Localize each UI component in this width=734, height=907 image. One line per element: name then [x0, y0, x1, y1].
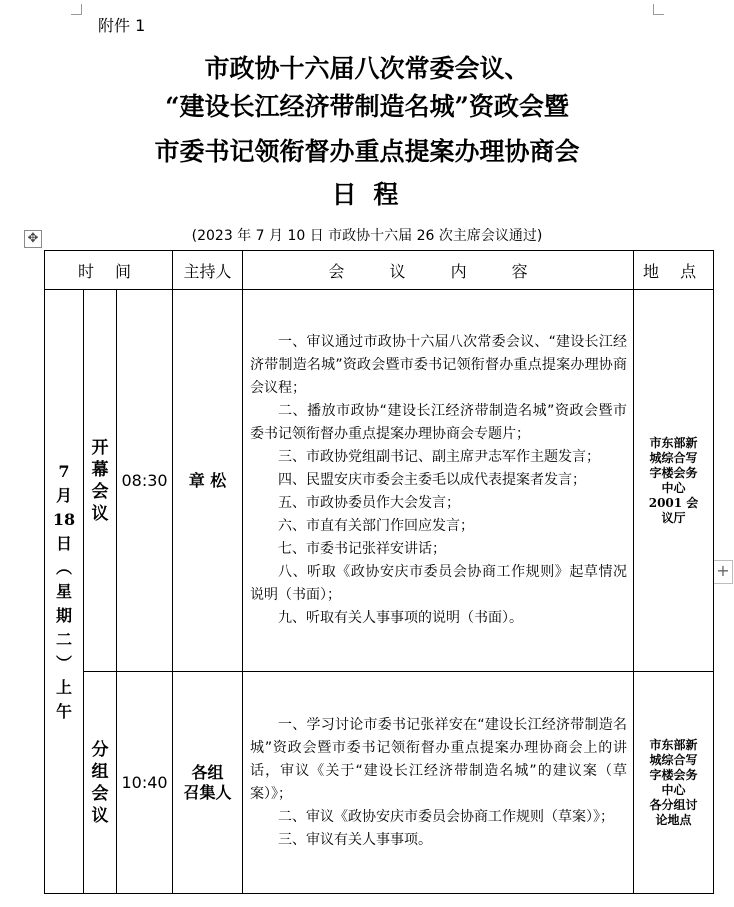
- table-row: [45, 290, 714, 672]
- session-host: 各组 召集人: [173, 672, 243, 894]
- agenda-item: 四、民盟安庆市委会主委毛以成代表提案者发言；: [278, 472, 587, 488]
- add-column-icon[interactable]: +: [713, 560, 733, 584]
- agenda-item: 一、学习讨论市委书记张祥安在“建设长江经济带制造名城”资政会暨市委书记领衔督办重点提案办理协商会上的讲话，审议《关于“建设长江经济带制造名城”的建议案（草案）》；: [250, 716, 628, 802]
- session-time: 08:30: [117, 290, 173, 672]
- agenda-item: 三、审议有关人事事项。: [278, 831, 433, 848]
- header-time: 时 间: [45, 251, 173, 290]
- header-content: 会 议 内 容: [243, 251, 634, 290]
- session-content: [243, 672, 634, 894]
- agenda-item: 三、市政协党组副书记、副主席尹志军作主题发言；: [278, 449, 601, 465]
- agenda-item: 七、市委书记张祥安讲话；: [278, 541, 447, 557]
- subtitle: (2023 年 7 月 10 日 市政协十六届 26 次主席会议通过): [191, 228, 543, 244]
- header-host: 主持人: [173, 251, 243, 290]
- agenda-item: 二、审议《政协安庆市委员会协商工作规则（草案）》；: [278, 808, 615, 825]
- title-line-4: 日 程: [331, 180, 403, 209]
- agenda-item: 二、播放市政协“建设长江经济带制造名城”资政会暨市委书记领衔督办重点提案办理协商会专题片；: [250, 403, 628, 442]
- table-header-row: [45, 251, 714, 290]
- session-host: 章 松: [173, 290, 243, 672]
- agenda-item: 五、市政协委员作大会发言；: [278, 495, 461, 511]
- page-corner-mark-left: [71, 4, 82, 15]
- title-line-1: 市政协十六届八次常委会议、: [204, 54, 530, 83]
- table-row: [45, 672, 714, 894]
- agenda-item: 八、听取《政协安庆市委员会协商工作规则》起草情况说明（书面）；: [250, 564, 628, 603]
- header-location: 地 点: [634, 251, 714, 290]
- agenda-item: 六、市直有关部门作回应发言；: [278, 518, 475, 534]
- session-location: 市东部新 城综合写 字楼会务 中心 2001 会 议厅: [634, 290, 714, 672]
- session-content: [243, 290, 634, 672]
- agenda-item: 九、听取有关人事事项的说明（书面）。: [278, 610, 524, 626]
- title-line-2: “建设长江经济带制造名城”资政会暨: [165, 92, 569, 121]
- title-line-3: 市委书记领衔督办重点提案办理协商会: [154, 137, 580, 166]
- schedule-table: [44, 250, 714, 894]
- session-name-opening: 开 幕 会 议: [84, 290, 117, 672]
- attachment-label: 附件 1: [98, 16, 146, 35]
- session-time: 10:40: [117, 672, 173, 894]
- table-move-handle-icon[interactable]: ✥: [24, 230, 42, 248]
- session-name-group: 分 组 会 议: [84, 672, 117, 894]
- session-location: 市东部新 城综合写 字楼会务 中心 各分组讨 论地点: [634, 672, 714, 894]
- page-corner-mark-right: [653, 4, 664, 15]
- agenda-item: 一、审议通过市政协十六届八次常委会议、“建设长江经济带制造名城”资政会暨市委书记领衔督办重点提案办理协商会议程；: [250, 334, 628, 396]
- date-cell: 7 月 18 日 ︵ 星 期 二 ︶ 上 午: [45, 290, 84, 894]
